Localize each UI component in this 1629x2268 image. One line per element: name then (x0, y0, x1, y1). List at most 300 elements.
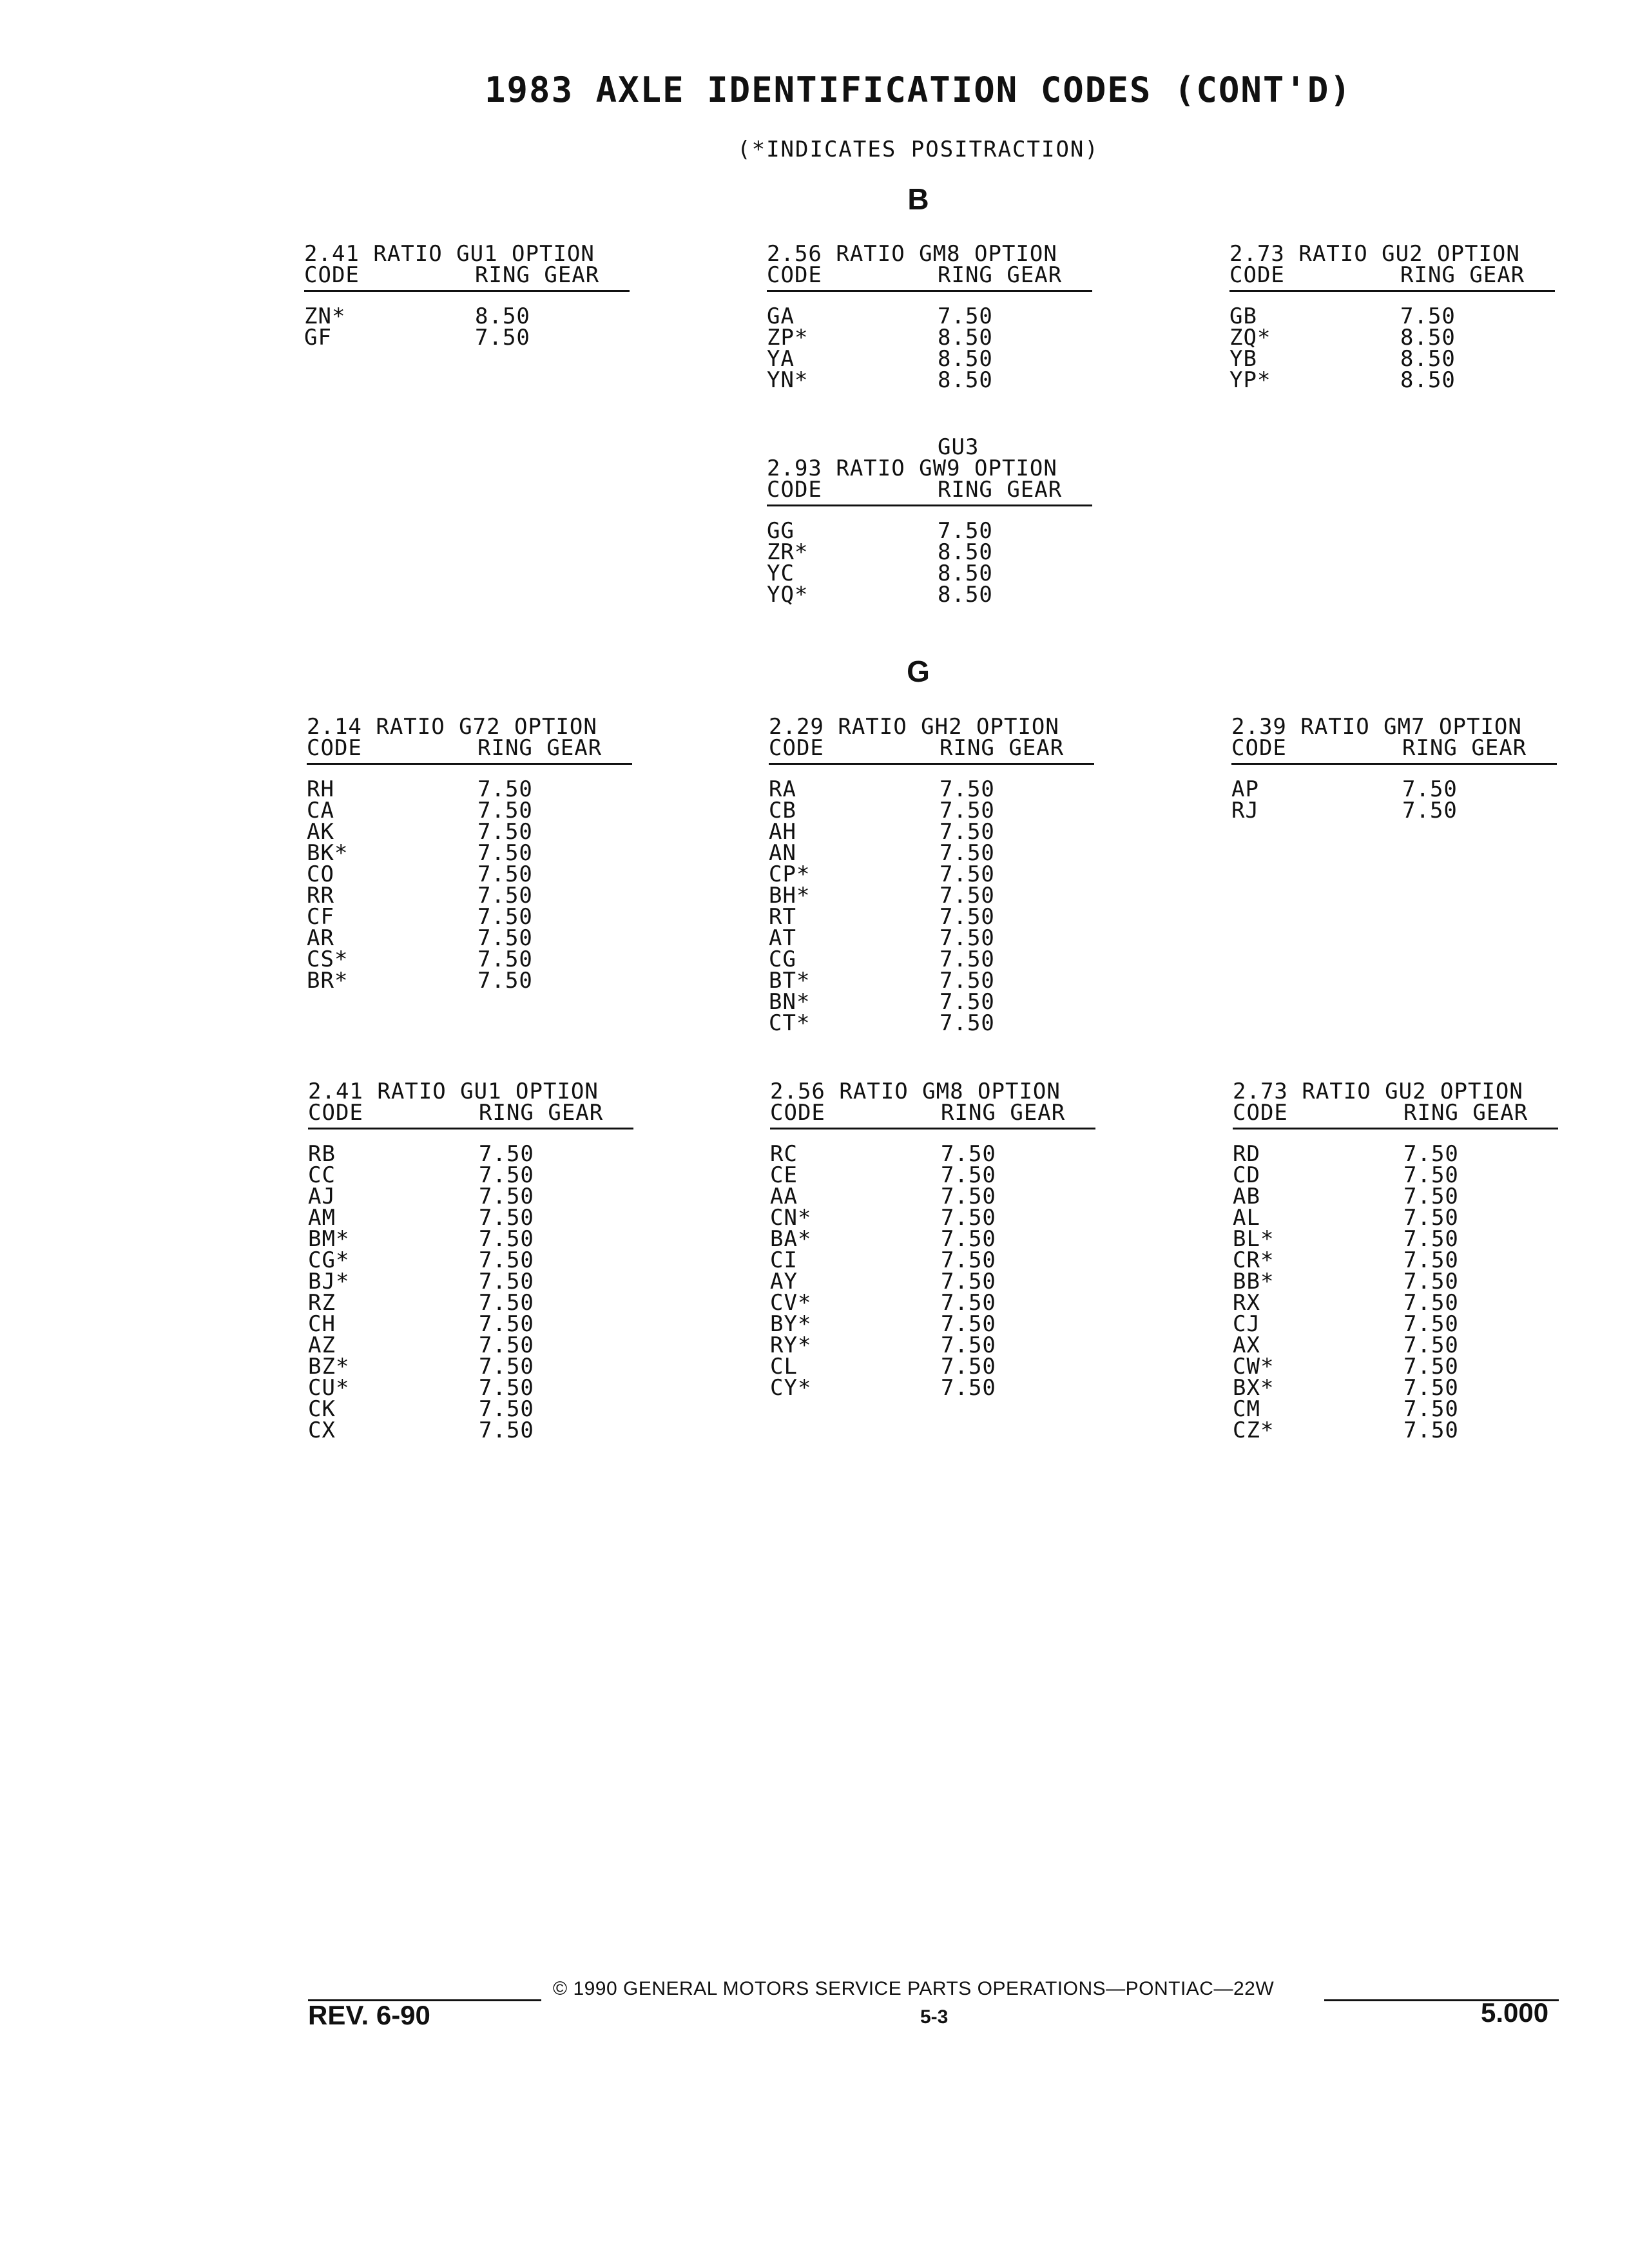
ring-gear-size: 7.50 (479, 1205, 534, 1231)
ring-gear-size: 7.50 (940, 947, 995, 972)
ring-gear-size: 7.50 (940, 1010, 995, 1036)
ring-gear-size: 7.50 (479, 1290, 534, 1316)
axle-code: RA (769, 776, 796, 802)
table-row (1233, 1420, 1555, 1441)
axle-code: ZQ* (1229, 325, 1271, 351)
axle-code: YA (767, 346, 795, 372)
ring-gear-size: 8.50 (938, 325, 993, 351)
column-header-code: CODE (767, 477, 822, 503)
axle-code: CD (1233, 1162, 1260, 1188)
ring-gear-size: 7.50 (941, 1247, 996, 1273)
ring-gear-size: 7.50 (941, 1162, 996, 1188)
table-row (307, 840, 629, 866)
ratio-table (1231, 716, 1554, 822)
table-row (770, 1207, 1092, 1229)
table-row (1233, 1396, 1555, 1422)
axle-code: RJ (1231, 798, 1259, 823)
table-row (304, 303, 626, 329)
ring-gear-size: 7.50 (941, 1332, 996, 1358)
ratio-table (308, 1081, 630, 1441)
table-header-ratio-option: 2.14 RATIO G72 OPTION (307, 714, 597, 740)
table-row (767, 539, 1089, 565)
axle-code: RX (1233, 1290, 1260, 1316)
axle-code: GA (767, 303, 795, 329)
table-row (769, 970, 1091, 992)
axle-code: AT (769, 925, 796, 951)
table-row (1233, 1207, 1555, 1229)
axle-code: BA* (770, 1226, 812, 1252)
axle-code: CV* (770, 1290, 812, 1316)
axle-code: CF (307, 904, 334, 930)
column-header-ring-gear: RING GEAR (940, 735, 1065, 761)
table-header (307, 716, 629, 759)
header-rule (1233, 1128, 1558, 1129)
axle-code: YB (1229, 346, 1257, 372)
ring-gear-size: 8.50 (938, 367, 993, 393)
ratio-table (307, 716, 629, 992)
table-row (307, 776, 629, 802)
table-header-ratio-option: 2.73 RATIO GU2 OPTION (1233, 1079, 1523, 1104)
table-row (308, 1226, 630, 1252)
column-header-ring-gear: RING GEAR (1403, 1100, 1528, 1126)
table-row (767, 327, 1089, 349)
table-row (767, 563, 1089, 584)
table-row (1229, 327, 1552, 349)
ring-gear-size: 7.50 (940, 840, 995, 866)
table-row (308, 1356, 630, 1378)
axle-code: BR* (307, 968, 349, 994)
table-row (308, 1207, 630, 1229)
table-row (1233, 1271, 1555, 1293)
table-header (769, 716, 1091, 759)
footer-copyright: © 1990 GENERAL MOTORS SERVICE PARTS OPERATIONS—PONTIAC—22W (553, 1978, 1275, 1999)
ring-gear-size: 7.50 (477, 798, 533, 823)
table-header-option-alt: GU3 (938, 434, 979, 460)
ring-gear-size: 7.50 (1403, 1141, 1459, 1167)
table-header (1231, 716, 1554, 759)
section-letter-g: G (907, 655, 930, 688)
ring-gear-size: 7.50 (477, 968, 533, 994)
axle-code: CJ (1233, 1311, 1260, 1337)
table-header-ratio-option: 2.41 RATIO GU1 OPTION (308, 1079, 599, 1104)
column-header-code: CODE (307, 735, 362, 761)
table-row (769, 989, 1091, 1015)
ratio-table (304, 241, 626, 351)
ring-gear-size: 7.50 (940, 904, 995, 930)
ring-gear-size: 7.50 (940, 925, 995, 951)
table-row (770, 1311, 1092, 1337)
axle-code: GB (1229, 303, 1257, 329)
axle-code: AM (308, 1205, 336, 1231)
axle-code: AL (1233, 1205, 1260, 1231)
header-rule (1229, 290, 1555, 292)
table-row (767, 346, 1089, 372)
axle-code: RZ (308, 1290, 336, 1316)
ring-gear-size: 7.50 (477, 840, 533, 866)
ring-gear-size: 7.50 (1403, 1396, 1459, 1422)
table-row (308, 1420, 630, 1441)
axle-code: CP* (769, 861, 811, 887)
table-row (307, 949, 629, 970)
axle-code: AX (1233, 1332, 1260, 1358)
axle-code: CS* (307, 947, 349, 972)
axle-code: RB (308, 1141, 336, 1167)
footer-document-number: 5.000 (1481, 1997, 1549, 2028)
table-row (769, 1010, 1091, 1036)
header-rule (1231, 763, 1557, 765)
axle-code: AH (769, 819, 796, 845)
axle-code: BB* (1233, 1269, 1275, 1294)
ring-gear-size: 7.50 (940, 968, 995, 994)
ring-gear-size: 7.50 (1403, 1162, 1459, 1188)
table-row (769, 861, 1091, 887)
table-row (307, 970, 629, 992)
axle-code: YC (767, 561, 795, 586)
table-row (769, 885, 1091, 907)
axle-code: CG* (308, 1247, 350, 1273)
ring-gear-size: 7.50 (479, 1396, 534, 1422)
table-header (1233, 1081, 1555, 1124)
ring-gear-size: 7.50 (941, 1205, 996, 1231)
ring-gear-size: 7.50 (1403, 1354, 1459, 1379)
axle-code: CT* (769, 1010, 811, 1036)
table-header (767, 241, 1089, 288)
axle-code: GG (767, 518, 795, 544)
table-row (1233, 1311, 1555, 1337)
ring-gear-size: 7.50 (940, 989, 995, 1015)
table-row (1229, 303, 1552, 329)
column-header-ring-gear: RING GEAR (479, 1100, 604, 1126)
page-title: 1983 AXLE IDENTIFICATION CODES (CONT'D) (485, 70, 1352, 110)
ring-gear-size: 8.50 (938, 539, 993, 565)
column-header-code: CODE (769, 735, 824, 761)
ratio-table (767, 434, 1089, 608)
ring-gear-size: 7.50 (941, 1375, 996, 1401)
ring-gear-size: 7.50 (477, 883, 533, 908)
ring-gear-size: 7.50 (479, 1184, 534, 1209)
table-row (1231, 776, 1554, 802)
ring-gear-size: 7.50 (1400, 303, 1456, 329)
axle-code: CO (307, 861, 334, 887)
footer-revision: REV. 6-90 (308, 2000, 430, 2030)
axle-code: CR* (1233, 1247, 1275, 1273)
column-header-ring-gear: RING GEAR (938, 477, 1063, 503)
column-header-code: CODE (767, 262, 822, 288)
axle-code: CN* (770, 1205, 812, 1231)
ring-gear-size: 7.50 (479, 1311, 534, 1337)
axle-code: RH (307, 776, 334, 802)
table-row (308, 1162, 630, 1188)
ring-gear-size: 7.50 (477, 947, 533, 972)
ring-gear-size: 8.50 (1400, 325, 1456, 351)
column-header-ring-gear: RING GEAR (1402, 735, 1527, 761)
column-header-code: CODE (1231, 735, 1287, 761)
axle-code: AA (770, 1184, 798, 1209)
axle-code: AZ (308, 1332, 336, 1358)
table-header-ratio-option: 2.93 RATIO GW9 OPTION (767, 456, 1057, 481)
table-row (1233, 1186, 1555, 1207)
ring-gear-size: 7.50 (941, 1226, 996, 1252)
table-row (1233, 1375, 1555, 1401)
ring-gear-size: 8.50 (1400, 346, 1456, 372)
table-row (767, 303, 1089, 329)
table-row (1231, 800, 1554, 822)
axle-code: AY (770, 1269, 798, 1294)
axle-code: CM (1233, 1396, 1260, 1422)
ring-gear-size: 7.50 (477, 776, 533, 802)
column-header-code: CODE (304, 262, 360, 288)
table-header (767, 434, 1089, 503)
table-row (1233, 1290, 1555, 1316)
axle-code: CE (770, 1162, 798, 1188)
axle-code: AB (1233, 1184, 1260, 1209)
table-row (1233, 1356, 1555, 1378)
ring-gear-size: 7.50 (1403, 1290, 1459, 1316)
ring-gear-size: 7.50 (938, 303, 993, 329)
axle-code: GF (304, 325, 332, 351)
table-row (1229, 346, 1552, 372)
ring-gear-size: 8.50 (938, 561, 993, 586)
ring-gear-size: 7.50 (940, 883, 995, 908)
axle-code: BN* (769, 989, 811, 1015)
table-header (308, 1081, 630, 1124)
header-rule (767, 290, 1092, 292)
table-row (769, 800, 1091, 822)
header-rule (770, 1128, 1095, 1129)
ring-gear-size: 7.50 (1403, 1418, 1459, 1443)
section-letter-b: B (907, 182, 929, 216)
ring-gear-size: 8.50 (938, 582, 993, 608)
ring-gear-size: 7.50 (1403, 1205, 1459, 1231)
axle-code: BK* (307, 840, 349, 866)
table-row (308, 1290, 630, 1316)
axle-code: AJ (308, 1184, 336, 1209)
axle-code: CW* (1233, 1354, 1275, 1379)
axle-code: ZR* (767, 539, 809, 565)
ring-gear-size: 7.50 (479, 1162, 534, 1188)
ring-gear-size: 7.50 (941, 1184, 996, 1209)
axle-code: BL* (1233, 1226, 1275, 1252)
column-header-ring-gear: RING GEAR (941, 1100, 1066, 1126)
table-header (770, 1081, 1092, 1124)
column-header-code: CODE (770, 1100, 825, 1126)
axle-code: ZP* (767, 325, 809, 351)
axle-code: RD (1233, 1141, 1260, 1167)
ring-gear-size: 8.50 (1400, 367, 1456, 393)
table-row (308, 1396, 630, 1422)
table-row (308, 1375, 630, 1401)
ring-gear-size: 7.50 (479, 1269, 534, 1294)
table-row (770, 1226, 1092, 1252)
axle-code: CH (308, 1311, 336, 1337)
ring-gear-size: 7.50 (477, 925, 533, 951)
table-row (770, 1141, 1092, 1167)
axle-code: RY* (770, 1332, 812, 1358)
ring-gear-size: 7.50 (940, 861, 995, 887)
table-row (307, 819, 629, 845)
table-row (769, 949, 1091, 970)
ratio-table (767, 241, 1089, 393)
table-header-ratio-option: 2.39 RATIO GM7 OPTION (1231, 714, 1522, 740)
ring-gear-size: 7.50 (1403, 1332, 1459, 1358)
table-row (770, 1186, 1092, 1207)
axle-code: BJ* (308, 1269, 350, 1294)
axle-code: ZN* (304, 303, 346, 329)
axle-code: CB (769, 798, 796, 823)
table-row (1233, 1226, 1555, 1252)
table-row (304, 327, 626, 349)
column-header-code: CODE (1229, 262, 1285, 288)
table-row (1233, 1332, 1555, 1358)
table-row (308, 1332, 630, 1358)
axle-code: AK (307, 819, 334, 845)
axle-code: YN* (767, 367, 809, 393)
table-row (307, 904, 629, 930)
column-header-code: CODE (1233, 1100, 1288, 1126)
table-row (307, 925, 629, 951)
table-row (767, 518, 1089, 544)
column-header-ring-gear: RING GEAR (477, 735, 602, 761)
axle-code: CU* (308, 1375, 350, 1401)
axle-code: CY* (770, 1375, 812, 1401)
table-header (1229, 241, 1552, 288)
table-row (767, 367, 1089, 393)
header-rule (308, 1128, 633, 1129)
axle-code: BZ* (308, 1354, 350, 1379)
header-rule (304, 290, 630, 292)
table-row (308, 1311, 630, 1337)
table-row (308, 1247, 630, 1273)
ring-gear-size: 7.50 (940, 819, 995, 845)
ring-gear-size: 7.50 (1403, 1247, 1459, 1273)
ring-gear-size: 7.50 (1403, 1184, 1459, 1209)
axle-code: CA (307, 798, 334, 823)
ring-gear-size: 7.50 (941, 1354, 996, 1379)
ring-gear-size: 7.50 (1403, 1226, 1459, 1252)
ring-gear-size: 7.50 (479, 1141, 534, 1167)
ring-gear-size: 7.50 (479, 1354, 534, 1379)
axle-code: YQ* (767, 582, 809, 608)
table-row (1233, 1162, 1555, 1188)
ring-gear-size: 8.50 (475, 303, 530, 329)
column-header-ring-gear: RING GEAR (475, 262, 600, 288)
table-row (307, 861, 629, 887)
table-row (308, 1186, 630, 1207)
ring-gear-size: 7.50 (477, 819, 533, 845)
table-row (767, 584, 1089, 606)
axle-code: AR (307, 925, 334, 951)
axle-code: AP (1231, 776, 1259, 802)
ratio-table (1233, 1081, 1555, 1441)
table-row (770, 1247, 1092, 1273)
axle-code: CL (770, 1354, 798, 1379)
table-row (769, 925, 1091, 951)
table-row (1229, 367, 1552, 393)
ratio-table (1229, 241, 1552, 393)
ring-gear-size: 7.50 (475, 325, 530, 351)
table-row (1233, 1141, 1555, 1167)
axle-code: RC (770, 1141, 798, 1167)
axle-code: BH* (769, 883, 811, 908)
ring-gear-size: 7.50 (479, 1226, 534, 1252)
ring-gear-size: 7.50 (938, 518, 993, 544)
axle-code: CZ* (1233, 1418, 1275, 1443)
table-row (769, 776, 1091, 802)
ring-gear-size: 7.50 (1402, 776, 1458, 802)
ring-gear-size: 7.50 (479, 1332, 534, 1358)
table-row (769, 904, 1091, 930)
column-header-code: CODE (308, 1100, 363, 1126)
ring-gear-size: 7.50 (1403, 1375, 1459, 1401)
footer-page-number: 5-3 (920, 2006, 949, 2028)
ring-gear-size: 8.50 (938, 346, 993, 372)
axle-code: BM* (308, 1226, 350, 1252)
ring-gear-size: 7.50 (941, 1269, 996, 1294)
axle-code: CG (769, 947, 796, 972)
table-row (770, 1290, 1092, 1316)
table-header (304, 241, 626, 288)
header-rule (307, 763, 632, 765)
table-header-ratio-option: 2.56 RATIO GM8 OPTION (770, 1079, 1061, 1104)
ring-gear-size: 7.50 (477, 904, 533, 930)
ratio-table (770, 1081, 1092, 1399)
axle-code: AN (769, 840, 796, 866)
axle-code: YP* (1229, 367, 1271, 393)
header-rule (769, 763, 1094, 765)
ring-gear-size: 7.50 (479, 1247, 534, 1273)
ring-gear-size: 7.50 (941, 1141, 996, 1167)
table-row (769, 819, 1091, 845)
table-row (769, 840, 1091, 866)
ring-gear-size: 7.50 (941, 1290, 996, 1316)
axle-code: CI (770, 1247, 798, 1273)
table-header-ratio-option: 2.29 RATIO GH2 OPTION (769, 714, 1059, 740)
ring-gear-size: 7.50 (940, 776, 995, 802)
column-header-ring-gear: RING GEAR (1400, 262, 1525, 288)
table-row (770, 1162, 1092, 1188)
ring-gear-size: 7.50 (1403, 1269, 1459, 1294)
axle-code: BT* (769, 968, 811, 994)
table-row (307, 885, 629, 907)
ring-gear-size: 7.50 (941, 1311, 996, 1337)
axle-code: RT (769, 904, 796, 930)
table-row (770, 1375, 1092, 1401)
axle-code: BY* (770, 1311, 812, 1337)
table-row (308, 1271, 630, 1293)
ring-gear-size: 7.50 (477, 861, 533, 887)
ring-gear-size: 7.50 (479, 1418, 534, 1443)
page-subtitle: (*INDICATES POSITRACTION) (737, 137, 1099, 162)
axle-code: CC (308, 1162, 336, 1188)
table-header-ratio-option: 2.73 RATIO GU2 OPTION (1229, 241, 1520, 267)
axle-code: BX* (1233, 1375, 1275, 1401)
table-row (308, 1141, 630, 1167)
table-row (770, 1332, 1092, 1358)
axle-code: RR (307, 883, 334, 908)
table-row (770, 1271, 1092, 1293)
header-rule (767, 505, 1092, 506)
axle-code: CK (308, 1396, 336, 1422)
ring-gear-size: 7.50 (1402, 798, 1458, 823)
ratio-table (769, 716, 1091, 1034)
ring-gear-size: 7.50 (1403, 1311, 1459, 1337)
table-row (770, 1356, 1092, 1378)
table-header-ratio-option: 2.56 RATIO GM8 OPTION (767, 241, 1057, 267)
column-header-ring-gear: RING GEAR (938, 262, 1063, 288)
table-header-ratio-option: 2.41 RATIO GU1 OPTION (304, 241, 595, 267)
table-row (1233, 1247, 1555, 1273)
table-row (307, 800, 629, 822)
